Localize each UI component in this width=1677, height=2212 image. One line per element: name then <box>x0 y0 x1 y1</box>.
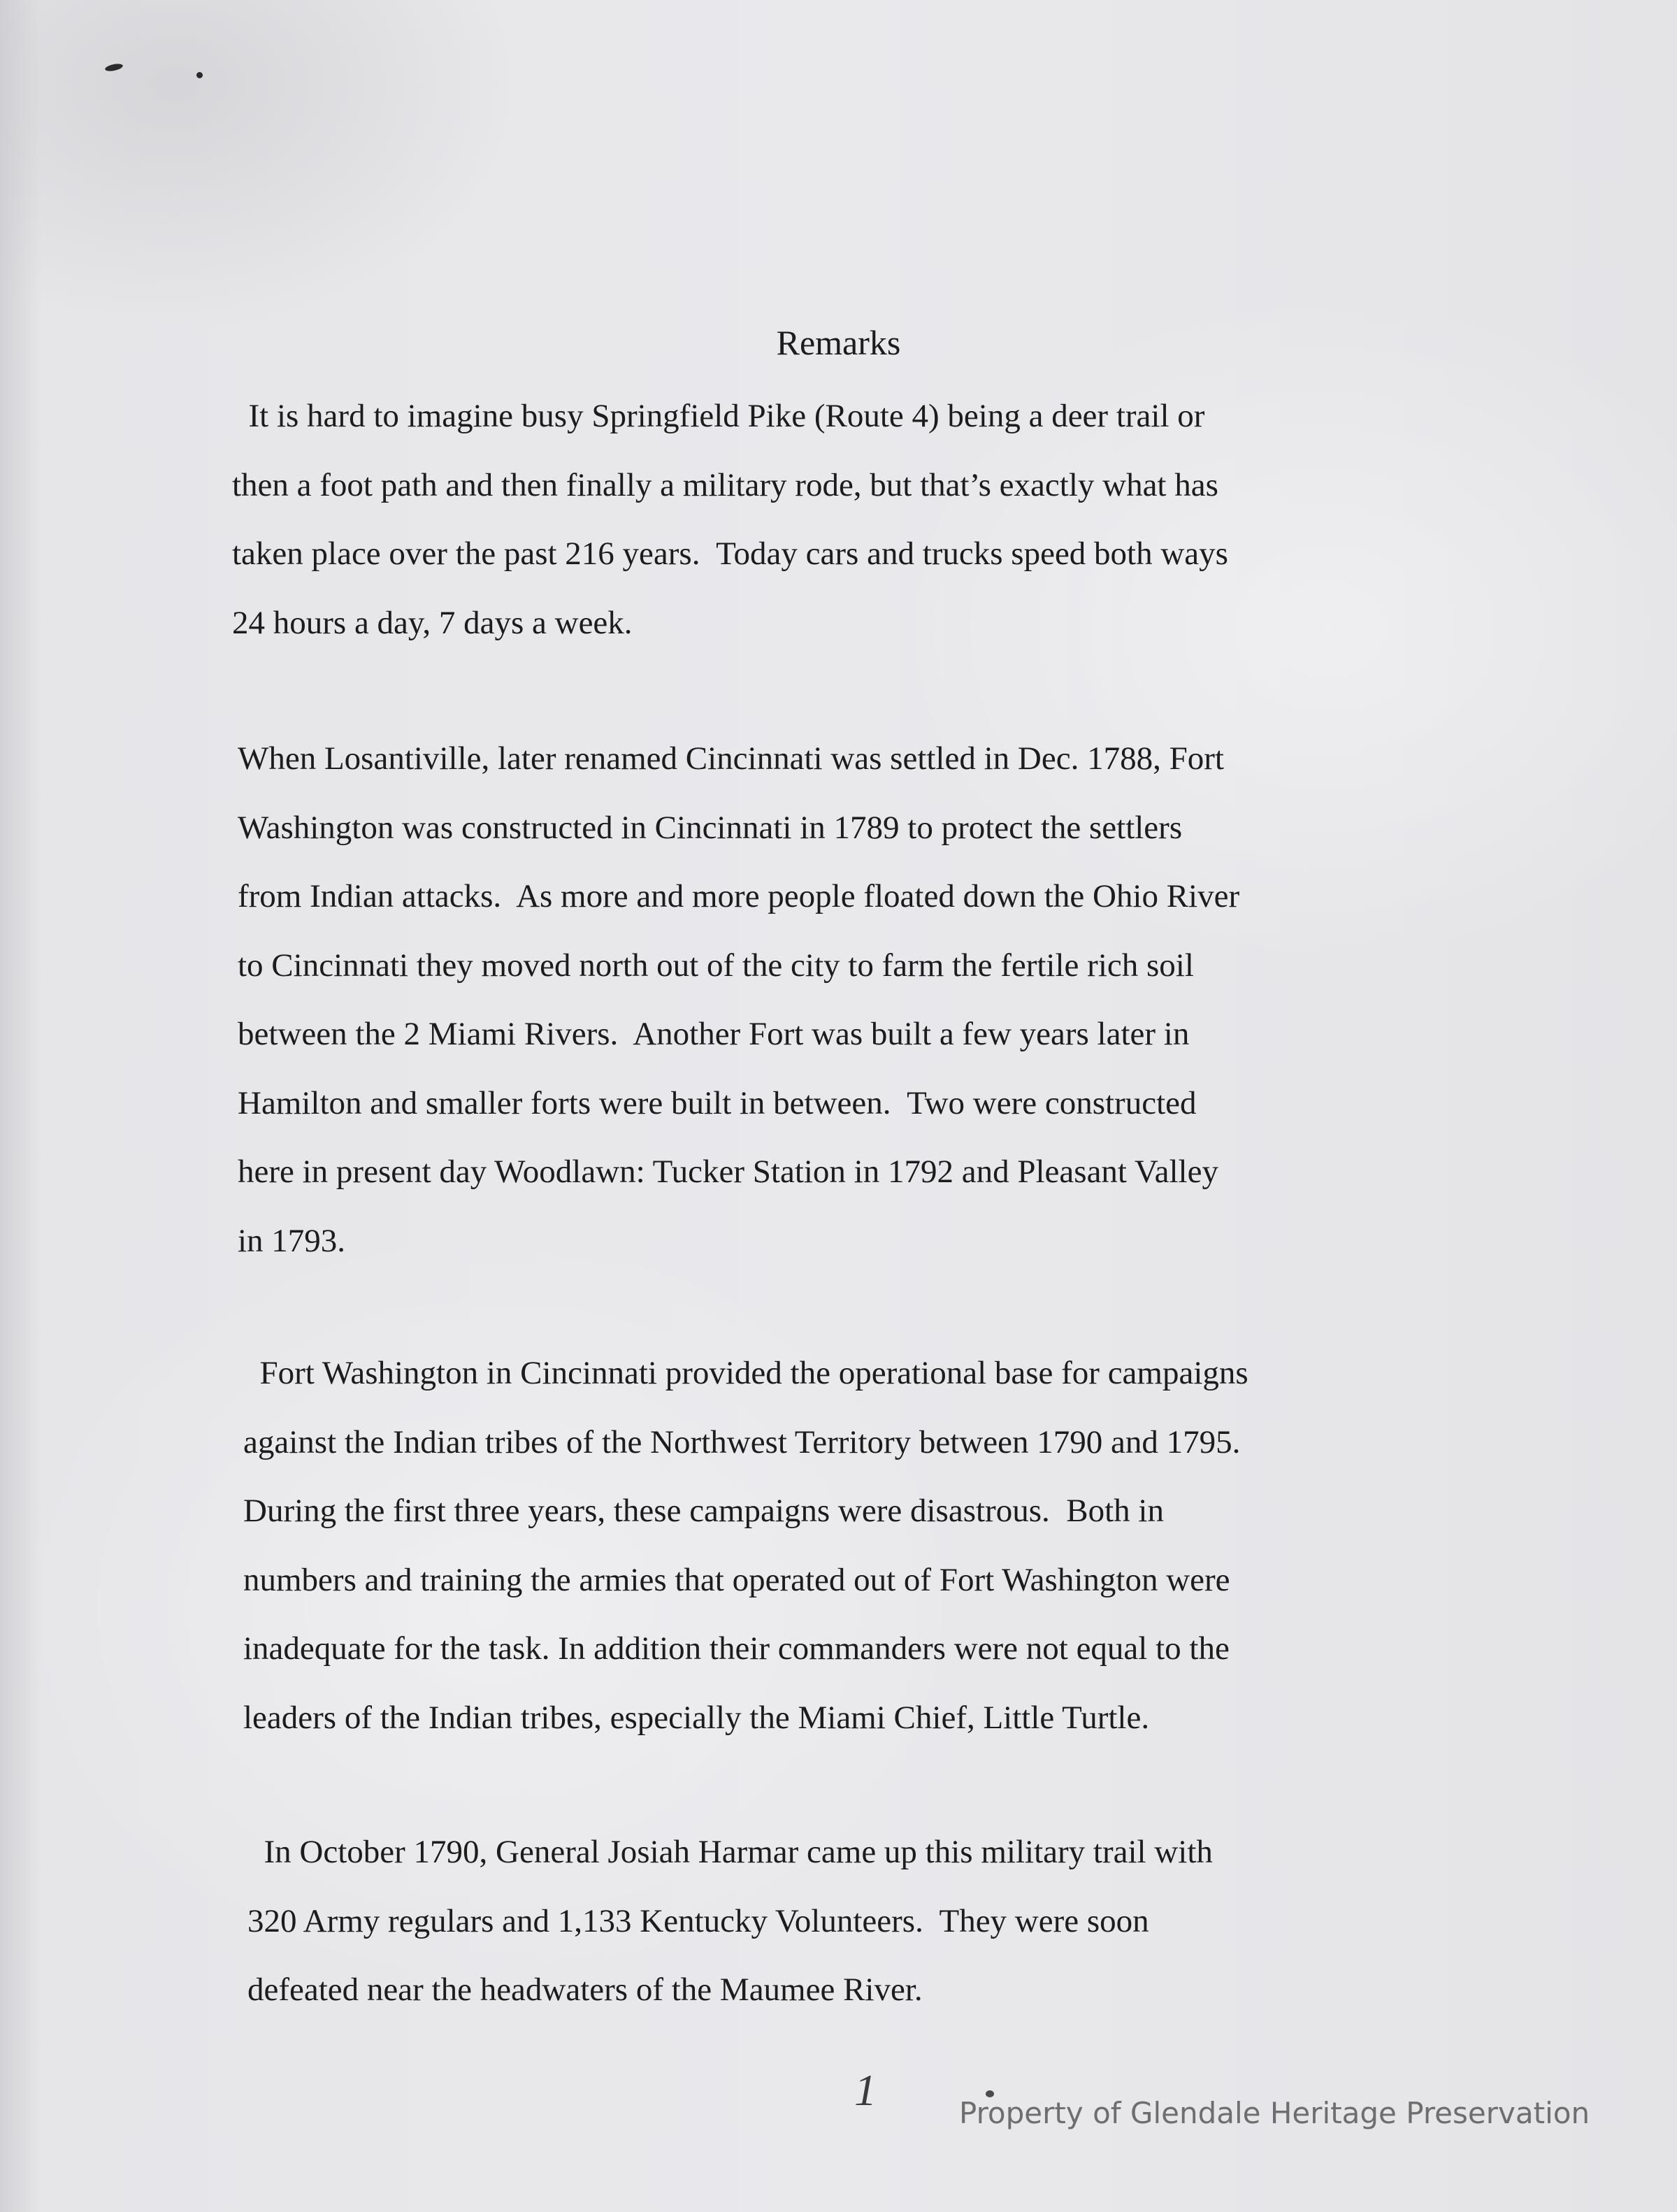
text-line: defeated near the headwaters of the Maumee River. <box>247 1972 923 2008</box>
text-line: here in present day Woodlawn: Tucker Station in 1792 and Pleasant Valley <box>238 1154 1218 1190</box>
text-line: During the first three years, these campaigns were disastrous. Both in <box>243 1493 1164 1529</box>
document-title: Remarks <box>776 323 901 362</box>
text-line: numbers and training the armies that operated out of Fort Washington were <box>243 1561 1230 1598</box>
text-line: Washington was constructed in Cincinnati in 1789 to protect the settlers <box>238 809 1183 846</box>
paragraph <box>247 1818 1213 2025</box>
text-line: Fort Washington in Cincinnati provided the operational base for campaigns <box>243 1355 1248 1391</box>
text-line: inadequate for the task. In addition their commanders were not equal to the <box>243 1630 1230 1667</box>
text-line: leaders of the Indian tribes, especially the Miami Chief, Little Turtle. <box>243 1699 1150 1736</box>
paragraph <box>238 724 1239 1275</box>
text-line: between the 2 Miami Rivers. Another Fort was built a few years later in <box>238 1016 1190 1052</box>
text-line: 320 Army regulars and 1,133 Kentucky Volunteers. They were soon <box>247 1902 1149 1939</box>
text-line: When Losantiville, later renamed Cincinnati was settled in Dec. 1788, Fort <box>238 740 1224 777</box>
text-line: from Indian attacks. As more and more people floated down the Ohio River <box>238 878 1240 914</box>
watermark-text: Property of Glendale Heritage Preservation <box>959 2096 1590 2130</box>
text-line: in 1793. <box>238 1222 346 1259</box>
text-line: In October 1790, General Josiah Harmar came up this military trail with <box>247 1834 1213 1870</box>
ink-speck <box>104 62 123 72</box>
text-line: taken place over the past 216 years. Today cars and trucks speed both ways <box>232 536 1228 572</box>
ink-dot <box>196 72 203 78</box>
paragraph <box>243 1339 1248 1752</box>
paragraph <box>232 382 1228 657</box>
text-line: to Cincinnati they moved north out of the city to farm the fertile rich soil <box>238 947 1194 984</box>
text-line: 24 hours a day, 7 days a week. <box>232 604 633 641</box>
text-line: then a foot path and then finally a military rode, but that’s exactly what has <box>232 466 1218 503</box>
text-line: It is hard to imagine busy Springfield Pike (Route 4) being a deer trail or <box>232 398 1205 434</box>
handwritten-page-number: 1 <box>854 2065 877 2115</box>
text-line: Hamilton and smaller forts were built in between. Two were constructed <box>238 1084 1197 1121</box>
text-line: against the Indian tribes of the Northwest Territory between 1790 and 1795. <box>243 1423 1241 1460</box>
